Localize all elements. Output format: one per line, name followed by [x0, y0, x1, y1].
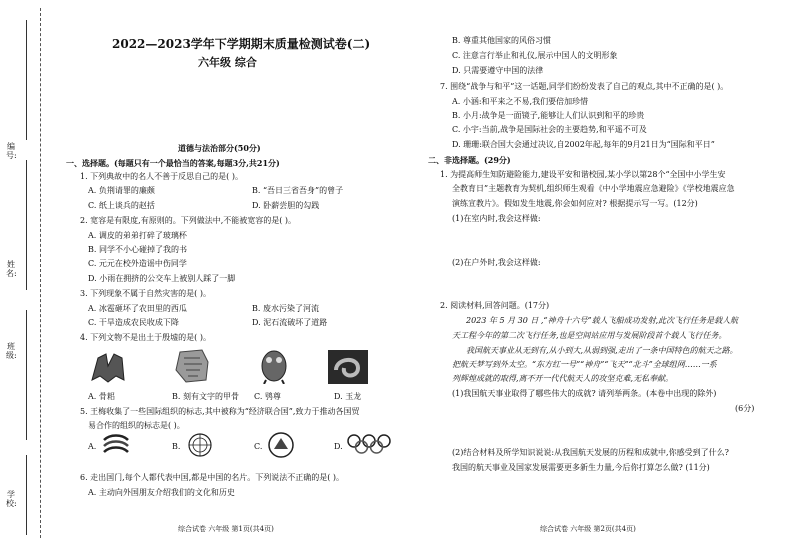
- q4-option-c: C. 鸮尊: [254, 392, 281, 401]
- n2-question2-line1: (2)结合材料及所学知识说说:从我国航天发展的历程和成就中,你感受到了什么?: [452, 448, 729, 457]
- q2-option-a: A. 调皮的弟弟打碎了玻璃杯: [88, 231, 187, 240]
- q3-option-a: A. 冰雹砸坏了农田里的西瓜: [88, 304, 187, 313]
- n1-sub1: (1)在室内时,我会这样做:: [452, 214, 541, 223]
- q6-stem: 6. 走出国门,每个人都代表中国,都是中国的名片。下列说法不正确的是( )。: [80, 473, 345, 482]
- page-subtitle: 六年级 综合: [198, 56, 257, 69]
- q1-option-c: C. 纸上谈兵的赵括: [88, 201, 155, 210]
- wtoc-logo-icon: [266, 430, 296, 460]
- binding-label-name: 姓名:: [6, 260, 17, 278]
- n2-material-line1: 2023 年 5 月 30 日 ,“神舟十六号”载人飞船成功发射,此次飞行任务是载人航: [466, 316, 739, 325]
- q4-option-d: D. 玉龙: [334, 392, 362, 401]
- n2-material-line4: 把航天梦写到外太空。“东方红一号”“神舟”“飞天”“北斗”全球组网……一系: [452, 360, 717, 369]
- n2-question1: (1)我国航天事业取得了哪些伟大的成就? 请列举两条。(本卷中出现的除外): [452, 389, 717, 398]
- q5-option-c: C.: [254, 442, 263, 451]
- binding-line: [40, 8, 41, 538]
- q2-stem: 2. 宽容是有限度,有原则的。下列做法中,不能被宽容的是( )。: [80, 216, 297, 225]
- q3-option-d: D. 泥石流破坏了道路: [252, 318, 328, 327]
- n1-line3: 演练宣教片》。假如发生地震,你会如何应对? 根据提示写一写。(12分): [452, 199, 698, 208]
- n1-sub2: (2)在户外时,我会这样做:: [452, 258, 541, 267]
- olympic-rings-icon: [346, 432, 392, 456]
- un-logo-icon: [184, 430, 216, 460]
- q4-option-a: A. 骨耜: [88, 392, 115, 401]
- q1-option-a: A. 负荆请罪的廉颇: [88, 186, 155, 195]
- n2-material-line3: 我国航天事业从无到有,从小到大,从弱到强,走出了一条中国特色的航天之路。: [466, 346, 738, 355]
- n1-line2: 全教育日”主题教育为契机,组织师生观看《中小学地震应急避险》《学校地震应急: [452, 184, 735, 193]
- right-footer: 综合试卷 六年级 第2页(共4页): [540, 525, 636, 533]
- part1-title: 一、选择题。(每题只有一个最恰当的答案,每题3分,共21分): [66, 158, 280, 168]
- n2-question1-score: (6分): [735, 404, 755, 413]
- q6-option-d: D. 只需要遵守中国的法律: [452, 66, 544, 75]
- q6-option-a: A. 主动向外国朋友介绍我们的文化和历史: [88, 488, 235, 497]
- q5-option-b: B.: [172, 442, 181, 451]
- owl-zun-image: [256, 346, 292, 384]
- q7-option-b: B. 小月:战争是一面镜子,能够让人们认识到和平的珍贵: [452, 111, 645, 120]
- q6-option-b: B. 尊重其他国家的风俗习惯: [452, 36, 551, 45]
- binding-label-number: 编号:: [6, 142, 17, 160]
- part2-title: 二、非选择题。(29分): [428, 155, 511, 165]
- n2-material-line2: 天工程今年的第二次飞行任务,也是空间站应用与发展阶段首个载人飞行任务。: [452, 331, 727, 340]
- q7-stem: 7. 围绕“战争与和平”这一话题,同学们纷纷发表了自己的观点,其中不正确的是( )。: [440, 82, 729, 91]
- q3-option-c: C. 干旱造成农民收成下降: [88, 318, 179, 327]
- n1-line1: 1. 为提高师生知防避险能力,建设平安和谐校园,某小学以第28个“全国中小学生安: [440, 170, 726, 179]
- n2-stem: 2. 阅读材料,回答问题。(17分): [440, 301, 550, 310]
- left-footer: 综合试卷 六年级 第1页(共4页): [178, 525, 274, 533]
- binding-field-line: [26, 455, 27, 535]
- oracle-bone-image: [172, 348, 212, 384]
- q3-option-b: B. 废水污染了河流: [252, 304, 319, 313]
- q5-option-a: A.: [88, 442, 97, 451]
- binding-field-line: [26, 20, 27, 140]
- q6-option-c: C. 注意言行举止和礼仪,展示中国人的文明形象: [452, 51, 618, 60]
- bone-spade-image: [88, 350, 128, 384]
- binding-field-line: [26, 310, 27, 440]
- q3-stem: 3. 下列现象不属于自然灾害的是( )。: [80, 289, 211, 298]
- q7-option-a: A. 小涵:和平来之不易,我们要倍加珍惜: [452, 97, 589, 106]
- q7-option-d: D. 珊珊:联合国大会通过决议,自2002年起,每年的9月21日为“国际和平日”: [452, 140, 715, 149]
- page-title: 2022—2023学年下学期期末质量检测试卷(二): [112, 37, 371, 51]
- section-title: 道德与法治部分(50分): [178, 143, 261, 153]
- jade-dragon-image: [328, 350, 368, 384]
- q2-option-d: D. 小雨在拥挤的公交车上被别人踩了一脚: [88, 274, 236, 283]
- q4-option-b: B. 刻有文字的甲骨: [172, 392, 239, 401]
- q5-stem-line2: 易合作的组织的标志是( )。: [88, 421, 185, 430]
- binding-field-line: [26, 160, 27, 290]
- q1-option-d: D. 卧薪尝胆的勾践: [252, 201, 320, 210]
- n2-question2-line2: 我国的航天事业及国家发展需要更多新生力量,今后你打算怎么做? (11分): [452, 463, 710, 472]
- q7-option-c: C. 小宇:当前,战争是国际社会的主要趋势,和平遥不可及: [452, 125, 647, 134]
- binding-label-school: 学校:: [6, 490, 17, 508]
- binding-label-class: 班级:: [6, 342, 17, 360]
- wto-logo-icon: [100, 432, 132, 460]
- q5-stem-line1: 5. 王梅收集了一些国际组织的标志,其中被称为“经济联合国”,致力于推动各国贸: [80, 407, 360, 416]
- q5-option-d: D.: [334, 442, 343, 451]
- q2-option-b: B. 同学不小心碰掉了我的书: [88, 245, 187, 254]
- q1-option-b: B. “吾日三省吾身”的曾子: [252, 186, 344, 195]
- q1-stem: 1. 下列典故中的名人不善于反思自己的是( )。: [80, 172, 243, 181]
- q4-stem: 4. 下列文物不是出土于殷墟的是( )。: [80, 333, 211, 342]
- n2-material-line5: 列辉煌成就的取得,离不开一代代航天人的攻坚克难,无私奉献。: [452, 374, 674, 383]
- q2-option-c: C. 元元在校外造谣中伤同学: [88, 259, 187, 268]
